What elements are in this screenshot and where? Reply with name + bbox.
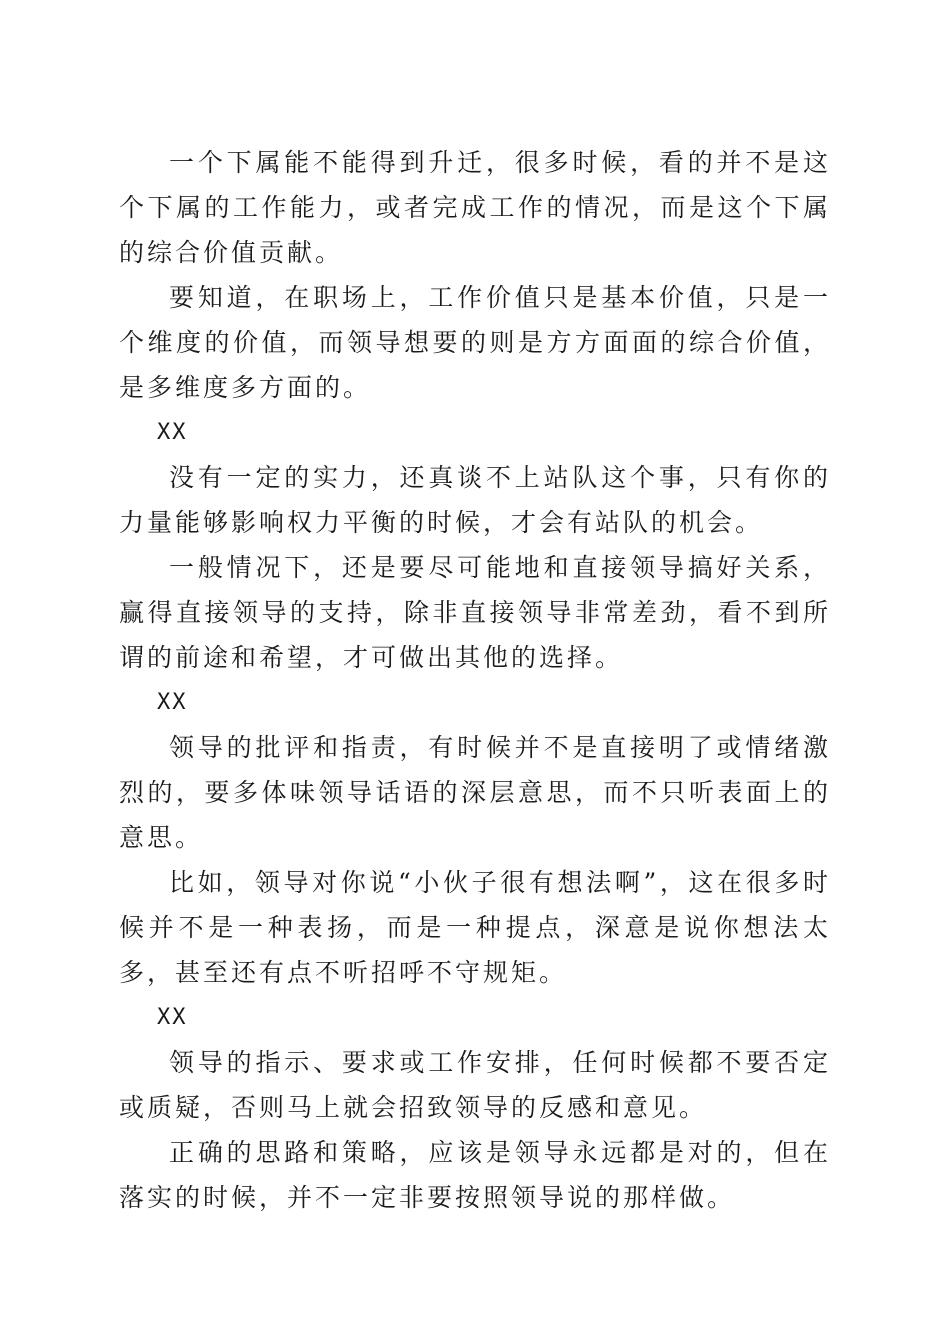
- section-separator-2: XX: [157, 690, 188, 715]
- paragraph-5: 领导的批评和指责，有时候并不是直接明了或情绪激烈的，要多体味领导话语的深层意思，而不只听表面上的意思。: [119, 733, 831, 852]
- paragraph-2: 要知道，在职场上，工作价值只是基本价值，只是一个维度的价值，而领导想要的则是方方面面的综合价值，是多维度多方面的。: [119, 283, 831, 402]
- paragraph-8: 正确的思路和策略，应该是领导永远都是对的，但在落实的时候，并不一定非要按照领导说的那样做。: [119, 1138, 831, 1212]
- paragraph-6: 比如，领导对你说“小伙子很有想法啊”，这在很多时候并不是一种表扬，而是一种提点，深意是说你想法太多，甚至还有点不听招呼不守规矩。: [119, 868, 831, 987]
- document-body: [119, 140, 831, 1220]
- section-separator-3: XX: [157, 1005, 188, 1030]
- paragraph-1: 一个下属能不能得到升迁，很多时候，看的并不是这个下属的工作能力，或者完成工作的情况，而是这个下属的综合价值贡献。: [119, 148, 831, 267]
- section-separator-1: XX: [157, 420, 188, 445]
- paragraph-7: 领导的指示、要求或工作安排，任何时候都不要否定或质疑，否则马上就会招致领导的反感和意见。: [119, 1048, 831, 1122]
- paragraph-4: 一般情况下，还是要尽可能地和直接领导搞好关系，赢得直接领导的支持，除非直接领导非常差劲，看不到所谓的前途和希望，才可做出其他的选择。: [119, 553, 831, 672]
- paragraph-3: 没有一定的实力，还真谈不上站队这个事，只有你的力量能够影响权力平衡的时候，才会有站队的机会。: [119, 463, 831, 537]
